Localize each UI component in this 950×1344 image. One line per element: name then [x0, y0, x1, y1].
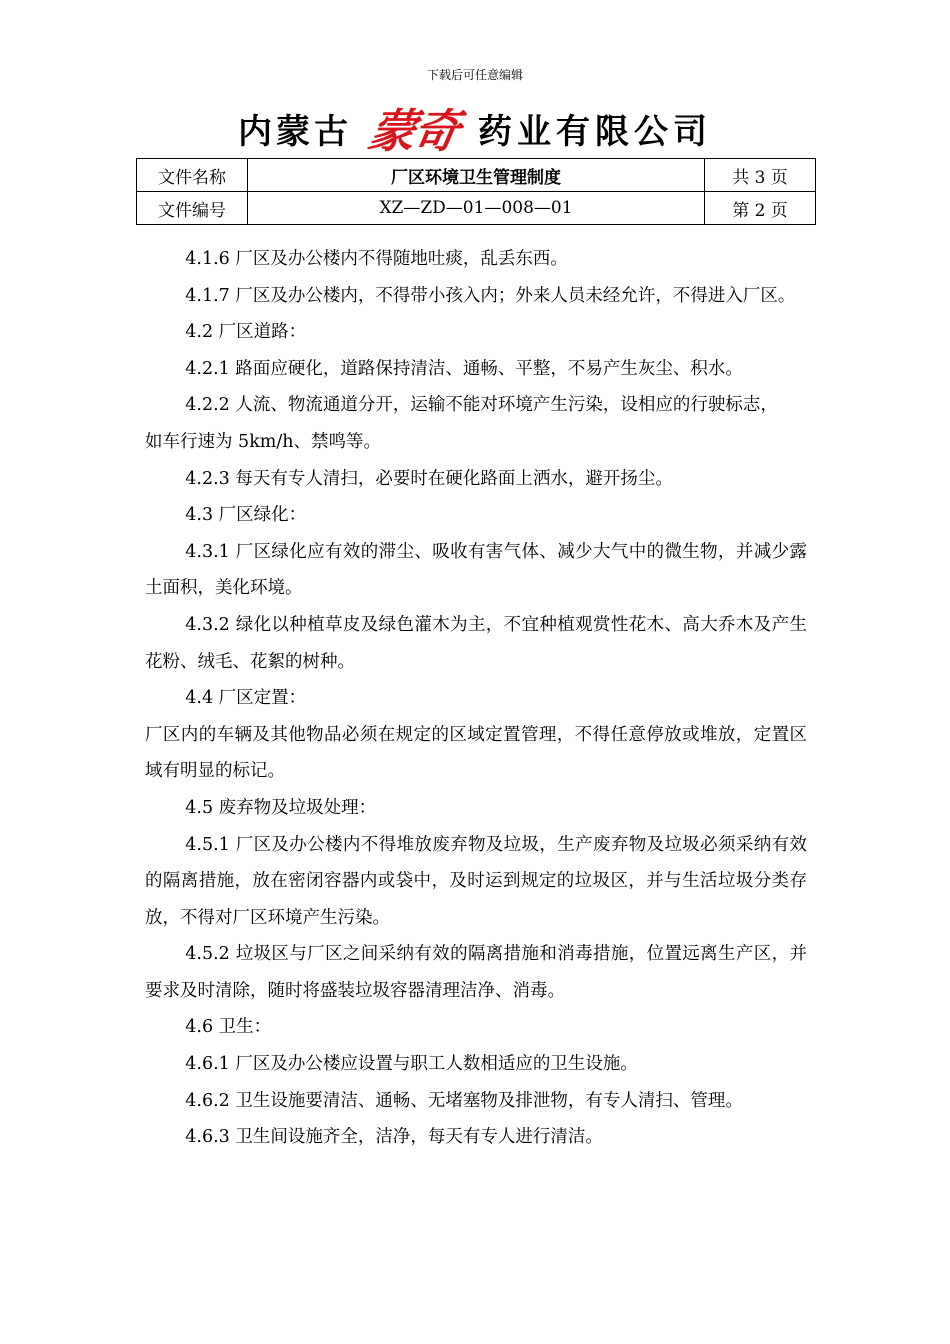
- paragraph: 4.3 厂区绿化：: [185, 505, 307, 526]
- paragraph: 厂区内的车辆及其他物品必须在规定的区域定置管理，不得任意停放或堆放，定置区域有明显的标记。: [145, 724, 807, 782]
- paragraph: 4.6.3 卫生间设施齐全，洁净，每天有专人进行清洁。: [185, 1127, 603, 1148]
- doc-number-label: 文件编号: [137, 192, 248, 225]
- paragraph: 4.6 卫生：: [185, 1017, 272, 1038]
- paragraph: 4.5.2 垃圾区与厂区之间采纳有效的隔离措施和消毒措施，位置远离生产区，并要求及时清除，随时将盛装垃圾容器清理洁净、消毒。: [145, 944, 807, 1001]
- paragraph: 4.4 厂区定置：: [185, 688, 307, 709]
- document-body: [145, 241, 807, 1156]
- doc-title: 厂区环境卫生管理制度: [248, 159, 705, 192]
- doc-number: XZ—ZD—01—008—01: [248, 192, 705, 225]
- paragraph: 4.3.2 绿化以种植草皮及绿色灌木为主，不宜种植观赏性花木、高大乔木及产生花粉、绒毛、花絮的树种。: [145, 614, 807, 672]
- paragraph: 4.5.1 厂区及办公楼内不得堆放废弃物及垃圾，生产废弃物及垃圾必须采纳有效的隔离措施，放在密闭容器内或袋中，及时运到规定的垃圾区，并与生活垃圾分类存放，不得对厂区环境产生污染。: [145, 834, 807, 928]
- company-header: [0, 100, 950, 156]
- paragraph: 4.2.3 每天有专人清扫，必要时在硬化路面上洒水，避开扬尘。: [185, 468, 673, 489]
- paragraph: 4.5 废弃物及垃圾处理：: [185, 797, 377, 818]
- paragraph: 4.3.1 厂区绿化应有效的滞尘、吸收有害气体、减少大气中的微生物，并减少露土面积，美化环境。: [145, 541, 807, 599]
- paragraph: 4.2.2 人流、物流通道分开，运输不能对环境产生污染，设相应的行驶标志，: [185, 395, 778, 416]
- total-pages: 共 3 页: [705, 159, 816, 192]
- paragraph: 如车行速为 5km/h、禁鸣等。: [145, 431, 382, 452]
- header-note: 下载后可任意编辑: [426, 68, 523, 82]
- company-logo: 蒙奇: [364, 104, 463, 158]
- paragraph: 4.1.6 厂区及办公楼内不得随地吐痰，乱丢东西。: [185, 249, 568, 269]
- company-name-right: 药业有限公司: [478, 111, 712, 152]
- paragraph: 4.6.2 卫生设施要清洁、通畅、无堵塞物及排泄物，有专人清扫、管理。: [185, 1090, 743, 1111]
- paragraph: 4.2.1 路面应硬化，道路保持清洁、通畅、平整，不易产生灰尘、积水。: [185, 358, 743, 379]
- paragraph: 4.1.7 厂区及办公楼内，不得带小孩入内；外来人员未经允许，不得进入厂区。: [185, 285, 796, 306]
- current-page: 第 2 页: [705, 192, 816, 225]
- company-name-left: 内蒙古: [238, 111, 352, 152]
- paragraph: 4.6.1 厂区及办公楼应设置与职工人数相适应的卫生设施。: [185, 1054, 638, 1075]
- paragraph: 4.2 厂区道路：: [185, 322, 307, 343]
- document-info-table: [136, 158, 816, 225]
- doc-name-label: 文件名称: [137, 159, 248, 192]
